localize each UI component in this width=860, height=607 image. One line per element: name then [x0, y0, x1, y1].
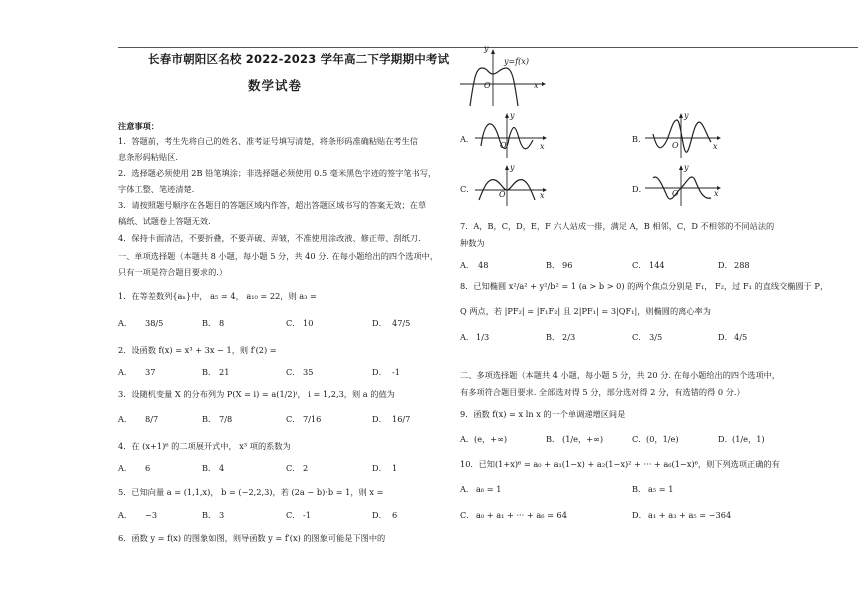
note-1a: 1．答题前，考生先将自己的姓名、准考证号填写清楚，将条形码准确粘贴在考生信 — [118, 136, 418, 146]
x-axis-arrow-icon — [543, 136, 547, 140]
q7-option-b-label: B． — [546, 260, 561, 270]
q5-option-a: −3 — [145, 510, 158, 520]
q8-option-d-label: D． — [718, 332, 733, 342]
q4-option-c-label: C． — [286, 463, 301, 473]
q7-option-a-label: A． — [460, 260, 475, 270]
q5-option-b: 3 — [219, 510, 225, 520]
q4-option-a: 6 — [145, 463, 151, 473]
q6-stem: 6．函数 y = f(x) 的图象如图，则导函数 y = f′(x) 的图象可能是下图中的 — [118, 533, 386, 543]
q10-option-a: a₆ = 1 — [476, 484, 502, 494]
q9-option-c-label: C． — [632, 434, 647, 444]
q1-option-c-label: C． — [286, 318, 301, 328]
q1-option-b: 8 — [219, 318, 225, 328]
exam-subject: 数学试卷 — [248, 78, 303, 93]
section2-line1: 二、多项选择题（本题共 4 小题，每小题 5 分，共 20 分. 在每小题给出的四个选项中， — [460, 370, 781, 380]
q1-option-b-label: B． — [202, 318, 217, 328]
q7-option-a: 48 — [478, 260, 489, 270]
x-axis-arrow-icon — [542, 82, 546, 86]
note-4: 4．保持卡面清洁，不要折叠，不要弄破、弄皱，不准使用涂改液、修正带、刮纸刀. — [118, 233, 421, 243]
q6-option-d-label: D． — [632, 184, 647, 194]
q7-option-c: 144 — [649, 260, 665, 270]
q5-option-c: -1 — [303, 510, 311, 520]
f-curve — [470, 68, 518, 106]
q4-stem: 4．在 (x+1)⁶ 的二项展开式中， x³ 项的系数为 — [118, 441, 291, 451]
q10-option-d-label: D． — [632, 510, 647, 520]
q2-option-a-label: A． — [118, 367, 133, 377]
q6-c-x-label: x — [540, 191, 545, 200]
q5-option-d-label: D． — [372, 510, 387, 520]
q2-option-b: 21 — [219, 367, 230, 377]
q10-option-b-label: B． — [632, 484, 647, 494]
q4-option-a-label: A． — [118, 463, 133, 473]
q3-option-a: 8/7 — [145, 414, 159, 424]
y-axis-arrow-icon — [505, 113, 509, 118]
q6-d-x-label: x — [714, 189, 719, 198]
q4-option-d: 1 — [392, 463, 398, 473]
q10-option-d: a₁ + a₃ + a₅ = −364 — [648, 510, 732, 520]
y-axis-arrow-icon — [505, 165, 509, 170]
q5-option-a-label: A． — [118, 510, 133, 520]
note-3a: 3．请按照题号顺序在各题目的答题区域内作答，超出答题区域书写的答案无效；在草 — [118, 200, 427, 210]
q9-option-c: (0，1/e) — [646, 434, 679, 444]
q8-stem-line2: Q 两点，若 |PF₂| = |F₁F₂| 且 2|PF₁| = 3|QF₁|，则椭圆的离心率为 — [460, 306, 711, 316]
q2-option-c-label: C． — [286, 367, 301, 377]
q1-option-a: 38/5 — [145, 318, 164, 328]
exam-title: 长春市朝阳区名校 2022-2023 学年高二下学期期中考试 — [148, 52, 450, 66]
q9-option-b-label: B． — [546, 434, 561, 444]
q7-option-b: 96 — [562, 260, 573, 270]
note-3b: 稿纸、试题卷上答题无效. — [118, 216, 211, 226]
q7-stem-line1: 7．A，B，C，D，E，F 六人站成一排，满足 A，B 相邻，C，D 不相邻的不同站法的 — [460, 221, 775, 231]
q3-option-c: 7/16 — [303, 414, 322, 424]
q6-c-origin: O — [499, 190, 506, 199]
q6-a-origin: O — [500, 141, 507, 150]
q1-stem: 1．在等差数列{aₙ}中， a₅ = 4， a₁₀ = 22，则 a₃ = — [118, 291, 317, 301]
q8-option-a-label: A． — [460, 332, 475, 342]
q6-option-c-label: C． — [460, 184, 475, 194]
q10-option-a-label: A． — [460, 484, 475, 494]
q6-c-y-label: y — [510, 163, 515, 172]
q10-option-c: a₀ + a₁ + ··· + a₆ = 64 — [476, 510, 567, 520]
y-axis-arrow-icon — [679, 113, 683, 118]
q1-option-d: 47/5 — [392, 318, 411, 328]
q7-stem-line2: 种数为 — [460, 238, 485, 248]
q3-option-a-label: A． — [118, 414, 133, 424]
q1-option-c: 10 — [303, 318, 314, 328]
q9-option-a-label: A． — [460, 434, 475, 444]
note-2a: 2．选择题必须使用 2B 铅笔填涂；非选择题必须使用 0.5 毫米黑色字迹的签字笔书写， — [118, 168, 437, 178]
q6-graph-x-label: x — [534, 81, 539, 90]
q7-option-d-label: D． — [718, 260, 733, 270]
q7-option-d: 288 — [734, 260, 750, 270]
q10-option-b: a₅ = 1 — [648, 484, 674, 494]
q6-graph-origin: O — [484, 81, 491, 90]
q8-option-b-label: B． — [546, 332, 561, 342]
q3-option-d: 16/7 — [392, 414, 411, 424]
x-axis-arrow-icon — [717, 136, 721, 140]
q2-option-d-label: D． — [372, 367, 387, 377]
q1-option-a-label: A． — [118, 318, 133, 328]
q6-option-b-label: B． — [632, 134, 647, 144]
q6-graph-title: y=f(x) — [504, 57, 529, 66]
y-axis-arrow-icon — [679, 165, 683, 170]
q5-option-c-label: C． — [286, 510, 301, 520]
q10-stem: 10．已知(1+x)⁶ = a₀ + a₁(1−x) + a₂(1−x)² + ··· + a₆(1−x)⁶，则下列选项正确的有 — [460, 459, 780, 469]
q6-d-y-label: y — [684, 163, 689, 172]
q5-option-d: 6 — [392, 510, 398, 520]
q6-b-origin: O — [672, 141, 679, 150]
q8-option-c: 3/5 — [649, 332, 663, 342]
q4-option-b: 4 — [219, 463, 225, 473]
q7-option-c-label: C． — [632, 260, 647, 270]
q6-b-y-label: y — [684, 111, 689, 120]
q4-option-c: 2 — [303, 463, 309, 473]
q2-option-c: 35 — [303, 367, 314, 377]
q3-stem: 3．设随机变量 X 的分布列为 P(X = i) = a(1/2)ⁱ， i = 1,2,3，则 a 的值为 — [118, 389, 395, 399]
q2-option-a: 37 — [145, 367, 156, 377]
q8-option-b: 2/3 — [562, 332, 576, 342]
q6-graph-y-label: y — [484, 44, 489, 53]
derivative-curve — [653, 120, 711, 152]
note-1b: 息条形码粘贴区. — [118, 152, 178, 162]
section1-line2: 只有一项是符合题目要求的.） — [118, 267, 228, 277]
q3-option-c-label: C． — [286, 414, 301, 424]
q5-stem: 5．已知向量 a = (1,1,x)， b = (−2,2,3)，若 (2a − b)·b = 1，则 x = — [118, 487, 384, 497]
q8-option-a: 1/3 — [476, 332, 490, 342]
q8-stem-line1: 8．已知椭圆 x²/a² + y²/b² = 1 (a > b > 0) 的两个焦点分别是 F₁， F₂，过 F₁ 的直线交椭圆于 P， — [460, 281, 829, 291]
q6-d-origin: O — [672, 189, 679, 198]
q2-option-d: -1 — [392, 367, 400, 377]
q8-option-d: 4/5 — [734, 332, 748, 342]
q8-option-c-label: C． — [632, 332, 647, 342]
q4-option-d-label: D． — [372, 463, 387, 473]
q9-stem: 9．函数 f(x) = x ln x 的一个单调递增区间是 — [460, 409, 626, 419]
q9-option-b: (1/e，+∞) — [562, 434, 604, 444]
q3-option-b: 7/8 — [219, 414, 233, 424]
q6-option-a-label: A． — [460, 134, 475, 144]
q6-a-y-label: y — [510, 111, 515, 120]
q9-option-d-label: D． — [718, 434, 733, 444]
q10-option-c-label: C． — [460, 510, 475, 520]
q3-option-b-label: B． — [202, 414, 217, 424]
q6-a-x-label: x — [540, 142, 545, 151]
q2-option-b-label: B． — [202, 367, 217, 377]
q6-b-x-label: x — [713, 142, 718, 151]
q9-option-a: (e，+∞) — [474, 434, 508, 444]
q1-option-d-label: D． — [372, 318, 387, 328]
section1-line1: 一、单项选择题（本题共 8 小题，每小题 5 分，共 40 分. 在每小题给出的四个选项中， — [118, 251, 439, 261]
section2-line2: 有多项符合题目要求. 全部选对得 5 分，部分选对得 2 分，有选错的得 0 分.） — [460, 387, 745, 397]
q5-option-b-label: B． — [202, 510, 217, 520]
q4-option-b-label: B． — [202, 463, 217, 473]
q2-stem: 2．设函数 f(x) = x³ + 3x − 1，则 f′(2) = — [118, 345, 277, 355]
y-axis-arrow-icon — [491, 49, 495, 54]
notes-heading: 注意事项： — [118, 121, 159, 131]
q3-option-d-label: D． — [372, 414, 387, 424]
note-2b: 字体工整、笔迹清楚. — [118, 184, 195, 194]
q9-option-d: (1/e，1) — [732, 434, 765, 444]
